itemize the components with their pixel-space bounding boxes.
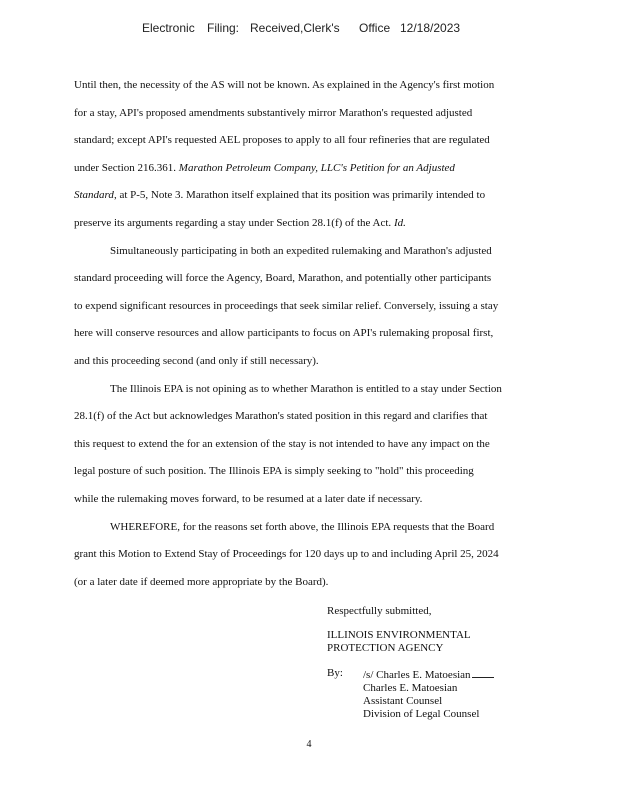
signature-block (327, 605, 494, 721)
electronic-signature: /s/ Charles E. Matoesian (363, 669, 471, 681)
signature-underline (472, 667, 494, 678)
signer-division: Division of Legal Counsel (363, 708, 480, 720)
text-line: and this proceeding second (and only if still necessary). (74, 354, 319, 367)
agency-name-line-1: ILLINOIS ENVIRONMENTAL (327, 629, 471, 641)
agency-name-line-2: PROTECTION AGENCY (327, 642, 444, 654)
signer-details (363, 667, 494, 721)
paragraph-3 (74, 376, 544, 514)
text-line (74, 155, 544, 183)
text-line: 28.1(f) of the Act but acknowledges Marathon's stated position in this regard and clarifies that (74, 410, 488, 423)
header-received-clerks: Received,Clerk's (250, 21, 340, 35)
paragraph-2 (74, 238, 544, 376)
text-line (74, 210, 544, 238)
text-line: legal posture of such position. The Illinois EPA is simply seeking to "hold" this proceeding (74, 465, 474, 478)
text-line (74, 182, 544, 210)
case-citation: Marathon Petroleum Company, LLC's Petition for an Adjusted (178, 161, 455, 174)
page-number: 4 (306, 739, 312, 750)
text-line: here will conserve resources and allow participants to focus on API's rulemaking proposal first, (74, 327, 494, 340)
text-segment: preserve its arguments regarding a stay under Section 28.1(f) of the Act. (74, 216, 394, 229)
document-body (74, 72, 544, 596)
header-electronic: Electronic (142, 21, 195, 35)
paragraph-1 (74, 72, 544, 238)
header-office: Office (359, 21, 391, 35)
by-label: By: (327, 667, 343, 679)
text-line: The Illinois EPA is not opining as to whether Marathon is entitled to a stay under Section (110, 382, 502, 395)
case-citation: Standard (74, 189, 114, 202)
text-line: this request to extend the for an extension of the stay is not intended to have any impact on the (74, 437, 490, 450)
text-line: standard; except API's requested AEL proposes to apply to all four refineries that are regulated (74, 134, 490, 147)
id-citation: Id. (393, 216, 406, 229)
text-segment: , at P-5, Note 3. Marathon itself explained that its position was primarily intended to (113, 189, 486, 202)
text-segment: under Section 216.361. (74, 161, 179, 174)
by-row (327, 667, 494, 721)
respectfully-submitted: Respectfully submitted, (327, 605, 432, 617)
header-filing: Filing: (207, 21, 240, 35)
text-line: to expend significant resources in proceedings that seek similar relief. Conversely, issuing a stay (74, 299, 499, 312)
text-line: WHEREFORE, for the reasons set forth above, the Illinois EPA requests that the Board (110, 520, 495, 533)
signature-line (363, 667, 494, 682)
paragraph-4 (74, 514, 544, 597)
text-line: for a stay, API's proposed amendments substantively mirror Marathon's requested adjusted (74, 106, 473, 119)
text-line: (or a later date if deemed more appropriate by the Board). (74, 575, 329, 588)
signer-title: Assistant Counsel (363, 695, 443, 707)
text-line: standard proceeding will force the Agency, Board, Marathon, and potentially other participants (74, 272, 492, 285)
header-date: 12/18/2023 (400, 21, 461, 35)
text-line: while the rulemaking moves forward, to be resumed at a later date if necessary. (74, 492, 423, 505)
text-line: Simultaneously participating in both an expedited rulemaking and Marathon's adjusted (110, 244, 492, 257)
signer-name: Charles E. Matoesian (363, 682, 458, 694)
text-line: grant this Motion to Extend Stay of Proceedings for 120 days up to and including April 25, 2024 (74, 548, 499, 561)
text-line: Until then, the necessity of the AS will not be known. As explained in the Agency's first motion (74, 79, 495, 91)
